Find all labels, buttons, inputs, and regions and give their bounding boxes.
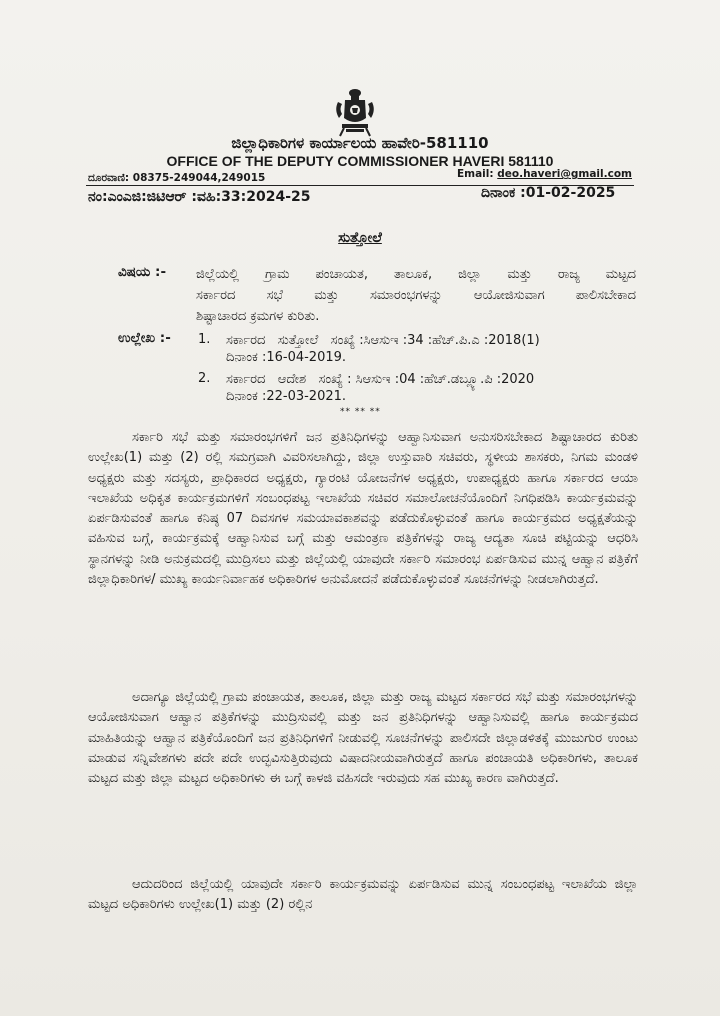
phone-number: 08375-249044,249015 <box>132 172 266 184</box>
subject-line: ಶಿಷ್ಟಾಚಾರದ ಕ್ರಮಗಳ ಕುರಿತು. <box>196 309 320 324</box>
body-paragraph: ಅದಾಗ್ಯೂ ಜಿಲ್ಲೆಯಲ್ಲಿ ಗ್ರಾಮ ಪಂಚಾಯತ, ತಾಲೂಕ, ಜಿಲ್ಲಾ ಮತ್ತು ರಾಜ್ಯ ಮಟ್ಟದ ಸರ್ಕಾರದ ಸಭೆ ಮತ್ತು ಸಮಾರಂಭಗಳನ್ನು ಆಯೋಜಿಸುವಾಗ ಆಹ್ವಾನ ಪತ್ರಿಕೆಗಳನ್ನು ಮುದ್ರಿಸುವಲ್ಲಿ ಮತ್ತು ಜನ ಪ್ರತಿನಿಧಿಗಳನ್ನು ಆಹ್ವಾನಿಸುವಲ್ಲಿ ಹಾಗೂ ಕಾರ್ಯಕ್ರಮದ ಮಾಹಿತಿಯನ್ನು ಆಹ್ವಾನ ಪತ್ರಿಕೆಯೊಂದಿಗೆ ಜನ ಪ್ರತಿನಿಧಿಗಳಿಗೆ ನೀಡುವಲ್ಲಿ ಸೂಚನೆಗಳನ್ನು ಪಾಲಿಸದೇ ಜಿಲ್ಲಾಡಳಿತಕ್ಕೆ ಮುಜುಗುರ ಉಂಟು ಮಾಡುವ ಸನ್ನಿವೇಶಗಳು ಪದೇ ಪದೇ ಉದ್ಭವಿಸುತ್ತಿರುವುದು ವಿಷಾದನೀಯವಾಗಿರುತ್ತದೆ ಹಾಗೂ ಪಂಚಾಯತಿ ಅಧಿಕಾರಿಗಳು, ತಾಲೂಕ ಮಟ್ಟದ ಮತ್ತು ಜಿಲ್ಲಾ ಮಟ್ಟದ ಅಧಿಕಾರಿಗಳು ಈ ಬಗ್ಗೆ ಕಾಳಜಿ ವಹಿಸದೇ ಇರುವುದು ಸಹ ಮುಖ್ಯ ಕಾರಣ ವಾಗಿರುತ್ತದೆ. <box>88 690 638 787</box>
office-name-kannada: ಜಿಲ್ಲಾಧಿಕಾರಿಗಳ ಕಾರ್ಯಾಲಯ ಹಾವೇರಿ-581110 <box>231 134 489 152</box>
email-label: Email: <box>456 168 494 180</box>
email-address: deo.haveri@gmail.com <box>497 168 632 180</box>
reference-number-2: 2. <box>198 371 211 386</box>
phone-line <box>88 172 265 185</box>
reference-item-2-date: ದಿನಾಂಕ :22-03-2021. <box>226 389 347 404</box>
phone-label: ದೂರವಾಣಿ: <box>88 172 130 184</box>
body-paragraph: ಆದುದರಿಂದ ಜಿಲ್ಲೆಯಲ್ಲಿ ಯಾವುದೇ ಸರ್ಕಾರಿ ಕಾರ್ಯಕ್ರಮವನ್ನು ಏರ್ಪಡಿಸುವ ಮುನ್ನ ಸಂಬಂಧಪಟ್ಟ ಇಲಾಖೆಯ ಜಿಲ್ಲಾ ಮಟ್ಟದ ಅಧಿಕಾರಿಗಳು ಉಲ್ಲೇಖ(1) ಮತ್ತು (2) ರಲ್ಲಿನ <box>88 877 638 913</box>
reference-label: ಉಲ್ಲೇಖ :- <box>118 330 171 346</box>
reference-item-1-date: ದಿನಾಂಕ :16-04-2019. <box>226 350 347 365</box>
reference-item-2: ಸರ್ಕಾರದ ಆದೇಶ ಸಂಖ್ಯೆ : ಸಿಆಸುಇ :04 :ಹೆಚ್.ಡಬ್ಲ್ಯೂ.ಪಿ :2020 <box>226 372 535 387</box>
reference-number-1: 1. <box>198 332 211 347</box>
subject-label: ವಿಷಯ :- <box>118 264 167 280</box>
office-name-english: OFFICE OF THE DEPUTY COMMISSIONER HAVERI 581110 <box>166 153 554 169</box>
document-date: ದಿನಾಂಕ :01-02-2025 <box>481 185 616 201</box>
reference-number: ನಂ:ಎಂಎಜಿ:ಜಿಟಿಆರ್ :ವಹಿ:33:2024-25 <box>88 189 311 205</box>
subject-line: ಜಿಲ್ಲೆಯಲ್ಲಿ ಗ್ರಾಮ ಪಂಚಾಯತ, ತಾಲೂಕ, ಜಿಲ್ಲಾ ಮತ್ತು ರಾಜ್ಯ ಮಟ್ಟದ <box>196 267 636 282</box>
subject-line: ಸರ್ಕಾರದ ಸಭೆ ಮತ್ತು ಸಮಾರಂಭಗಳನ್ನು ಆಯೋಜಿಸುವಾಗ ಪಾಲಿಸಬೇಕಾದ <box>196 288 636 303</box>
reference-item-1: ಸರ್ಕಾರದ ಸುತ್ತೋಲೆ ಸಂಖ್ಯೆ :ಸಿಆಸುಇ :34 :ಹೆಚ್.ಪಿ.ಎ :2018(1) <box>226 333 540 348</box>
email-line <box>457 168 632 180</box>
body-paragraph: ಸರ್ಕಾರಿ ಸಭೆ ಮತ್ತು ಸಮಾರಂಭಗಳಿಗೆ ಜನ ಪ್ರತಿನಿಧಿಗಳನ್ನು ಆಹ್ವಾನಿಸುವಾಗ ಅನುಸರಿಸಬೇಕಾದ ಶಿಷ್ಟಾಚಾರದ ಕುರಿತು ಉಲ್ಲೇಖ(1) ಮತ್ತು (2) ರಲ್ಲಿ ಸಮಗ್ರವಾಗಿ ವಿವರಿಸಲಾಗಿದ್ದು, ಜಿಲ್ಲಾ ಉಸ್ತುವಾರಿ ಸಚಿವರು, ಸ್ಥಳೀಯ ಶಾಸಕರು, ನಿಗಮ ಮಂಡಳಿ ಅಧ್ಯಕ್ಷರು ಮತ್ತು ಸದಸ್ಯರು, ಪ್ರಾಧಿಕಾರದ ಅಧ್ಯಕ್ಷರು, ಗ್ಯಾರಂಟಿ ಯೋಜನೆಗಳ ಅಧ್ಯಕ್ಷರು, ಉಪಾಧ್ಯಕ್ಷರು ಹಾಗೂ ಸರ್ಕಾರದ ಆಯಾ ಇಲಾಖೆಯ ಅಧಿಕೃತ ಕಾರ್ಯಕ್ರಮಗಳಿಗೆ ಸಂಬಂಧಪಟ್ಟ ಇಲಾಖೆಯ ಸಚಿವರ ಸಮಾಲೋಚನೆಯೊಂದಿಗೆ ನಿಗಧಿಪಡಿಸಿ ಕಾರ್ಯಕ್ರಮವನ್ನು ಏರ್ಪಡಿಸುವಂತೆ ಹಾಗೂ ಕನಿಷ್ಠ 07 ದಿವಸಗಳ ಸಮಯಾವಕಾಶವನ್ನು ಪಡೆದುಕೊಳ್ಳುವಂತೆ ಹಾಗೂ ಕಾರ್ಯಕ್ರಮದ ಅಧ್ಯಕ್ಷತೆಯನ್ನು ವಹಿಸುವ ಬಗ್ಗೆ, ಕಾರ್ಯಕ್ರಮಕ್ಕೆ ಆಹ್ವಾನಿಸುವ ಬಗ್ಗೆ ಮತ್ತು ಆಮಂತ್ರಣ ಪತ್ರಿಕೆಗಳನ್ನು ರಾಜ್ಯ ಆದ್ಯತಾ ಸೂಚಿ ಪಟ್ಟಿಯನ್ನು ಆಧರಿಸಿ ಸ್ಥಾನಗಳನ್ನು ನೀಡಿ ಅನುಕ್ರಮದಲ್ಲಿ ಮುದ್ರಿಸಲು ಮತ್ತು ಜಿಲ್ಲೆಯಲ್ಲಿ ಯಾವುದೇ ಸರ್ಕಾರಿ ಸಮಾರಂಭ ಏರ್ಪಡಿಸುವ ಮುನ್ನ ಆಹ್ವಾನ ಪತ್ರಿಕೆಗೆ ಜಿಲ್ಲಾಧಿಕಾರಿಗಳ/ ಮುಖ್ಯ ಕಾರ್ಯನಿರ್ವಾಹಕ ಅಧಿಕಾರಿಗಳ ಅನುಮೋದನೆ ಪಡೆದುಕೊಳ್ಳುವಂತೆ ಸೂಚನೆಗಳನ್ನು ನೀಡಲಾಗಿರುತ್ತದೆ. <box>88 430 638 588</box>
karnataka-emblem-icon <box>330 84 380 138</box>
document-title: ಸುತ್ತೋಲೆ <box>338 230 382 246</box>
section-separator: ** ** ** <box>340 407 381 417</box>
